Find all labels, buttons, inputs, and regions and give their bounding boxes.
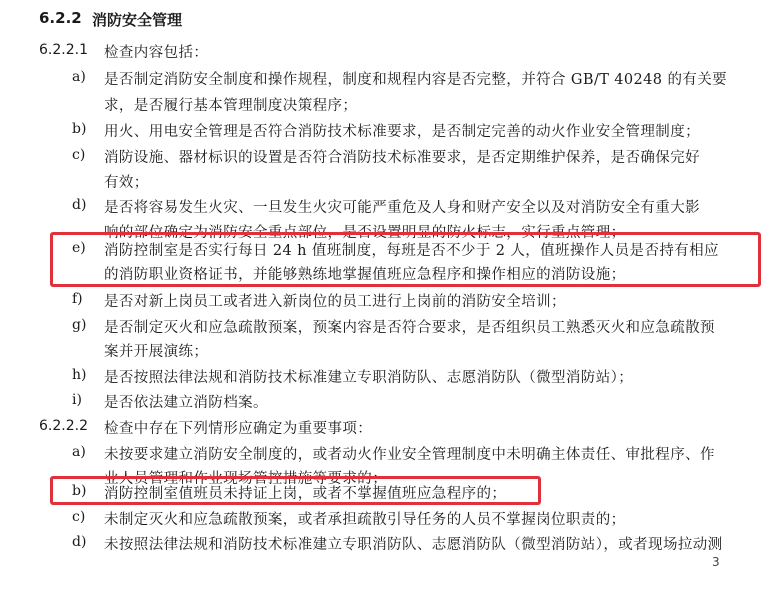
item-text: 响的部位确定为消防安全重点部位，是否设置明显的防火标志，实行重点管理； <box>104 225 626 241</box>
item-text: 是否将容易发生火灾、一旦发生火灾可能严重危及人身和财产安全以及对消防安全有重大影 <box>104 200 700 216</box>
item-text: 消防控制室是否实行每日 24 h 值班制度，每班是否不少于 2 人，值班操作人员是否持有相应 <box>104 243 719 259</box>
section-number: 6.2.2 <box>39 9 82 27</box>
item-text: 是否对新上岗员工或者进入新岗位的员工进行上岗前的消防安全培训； <box>104 294 566 310</box>
item-label: b) <box>72 483 87 499</box>
item-label: c) <box>72 147 86 163</box>
item-text: 的消防职业资格证书，并能够熟练地掌握值班应急程序和操作相应的消防设施； <box>104 267 626 283</box>
section-title: 消防安全管理 <box>92 11 183 29</box>
item-label: e) <box>72 240 86 256</box>
item-text: 是否按照法律法规和消防技术标准建立专职消防队、志愿消防队（微型消防站）； <box>104 370 634 386</box>
item-text: 是否依法建立消防档案。 <box>104 395 268 411</box>
item-text: 是否制定灭火和应急疏散预案，预案内容是否符合要求，是否组织员工熟悉灭火和应急疏散预 <box>104 320 715 336</box>
subsection-number: 6.2.2.2 <box>39 418 88 434</box>
item-label: i) <box>72 392 82 408</box>
item-text: 消防设施、器材标识的设置是否符合消防技术标准要求，是否定期维护保养，是否确保完好 <box>104 150 700 166</box>
item-text: 是否制定消防安全制度和操作规程，制度和规程内容是否完整，并符合 GB/T 40248 的有关要 <box>104 72 728 88</box>
item-label: d) <box>72 534 87 550</box>
item-text: 用火、用电安全管理是否符合消防技术标准要求，是否制定完善的动火作业安全管理制度； <box>104 124 700 140</box>
item-label: b) <box>72 121 87 137</box>
item-label: f) <box>72 291 83 307</box>
item-label: a) <box>72 444 86 460</box>
item-label: g) <box>72 317 87 333</box>
item-label: c) <box>72 509 86 525</box>
item-text: 消防控制室值班员未持证上岗，或者不掌握值班应急程序的； <box>104 486 507 502</box>
item-label: h) <box>72 367 87 383</box>
subsection-number: 6.2.2.1 <box>39 42 88 58</box>
item-text: 未按要求建立消防安全制度的，或者动火作业安全管理制度中未明确主体责任、审批程序、作 <box>104 447 715 463</box>
subsection-intro: 检查中存在下列情形应确定为重要事项： <box>104 421 373 437</box>
item-text: 案并开展演练； <box>104 344 209 360</box>
subsection-intro: 检查内容包括： <box>104 45 209 61</box>
item-text: 未制定灭火和应急疏散预案，或者承担疏散引导任务的人员不掌握岗位职责的； <box>104 512 626 528</box>
item-label: a) <box>72 69 86 85</box>
item-text: 业人员管理和作业现场管控措施等要求的； <box>104 471 388 487</box>
item-label: d) <box>72 197 87 213</box>
item-text: 求，是否履行基本管理制度决策程序； <box>104 98 358 114</box>
item-text: 有效； <box>104 175 149 191</box>
item-text: 未按照法律法规和消防技术标准建立专职消防队、志愿消防队（微型消防站），或者现场拉动测 <box>104 537 723 553</box>
page-number: 3 <box>712 555 720 569</box>
